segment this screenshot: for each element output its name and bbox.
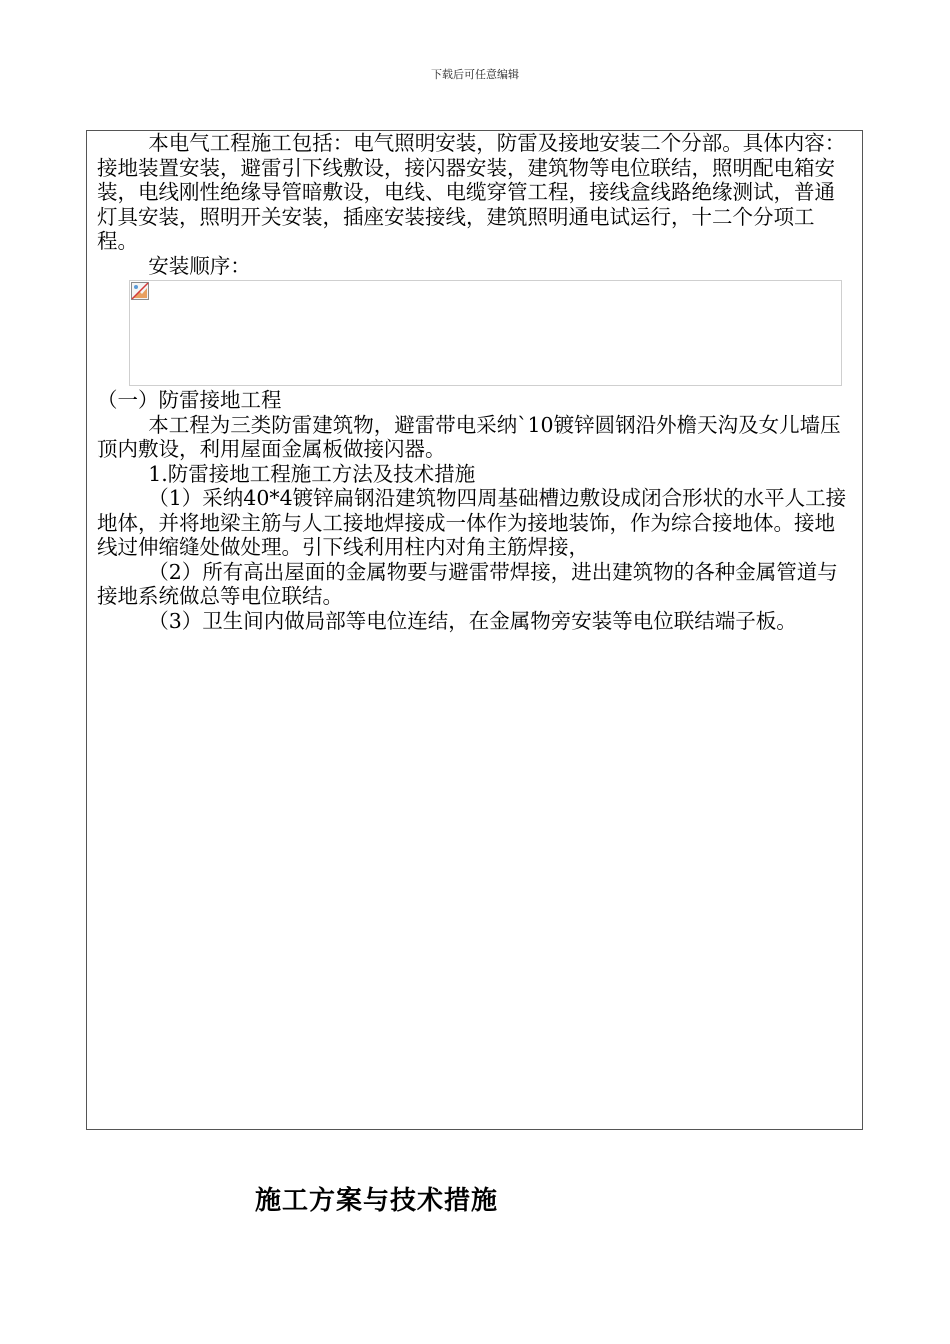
measure-item-1: （1）采纳40*4镀锌扁钢沿建筑物四周基础槽边敷设成闭合形状的水平人工接地体，并将地梁主筋与人工接地焊接成一体作为接地装饰，作为综合接地体。接地线过伸缩缝处做处理。引下线利用柱内对角主筋焊接， [97,486,847,559]
page-title: 施工方案与技术措施 [255,1186,499,1216]
header-note: 下载后可任意编辑 [431,68,519,81]
section-1-title: （一）防雷接地工程 [97,388,282,412]
subsection-1-title: 1.防雷接地工程施工方法及技术措施 [148,461,476,486]
install-order-label: 安装顺序： [148,253,251,278]
intro-paragraph: 本电气工程施工包括：电气照明安装，防雷及接地安装二个分部。具体内容：接地装置安装，避雷引下线敷设，接闪器安装，建筑物等电位联结，照明配电箱安装，电线刚性绝缘导管暗敷设，电线、电缆穿管工程，接线盒线路绝缘测试，普通灯具安装，照明开关安装，插座安装接线，建筑照明通电试运行，十二个分项工程。 [97,131,846,253]
content-frame [86,130,863,1130]
measure-item-2: （2）所有高出屋面的金属物要与避雷带焊接，进出建筑物的各种金属管道与接地系统做总等电位联结。 [97,559,838,608]
section-1-body: 本工程为三类防雷建筑物，避雷带电采纳`10镀锌圆钢沿外檐天沟及女儿墙压顶内敷设，利用屋面金属板做接闪器。 [97,412,841,461]
install-order-diagram [129,280,842,386]
measure-item-3: （3）卫生间内做局部等电位连结，在金属物旁安装等电位联结端子板。 [148,608,797,633]
document-body [97,131,854,633]
broken-image-icon [131,282,149,300]
